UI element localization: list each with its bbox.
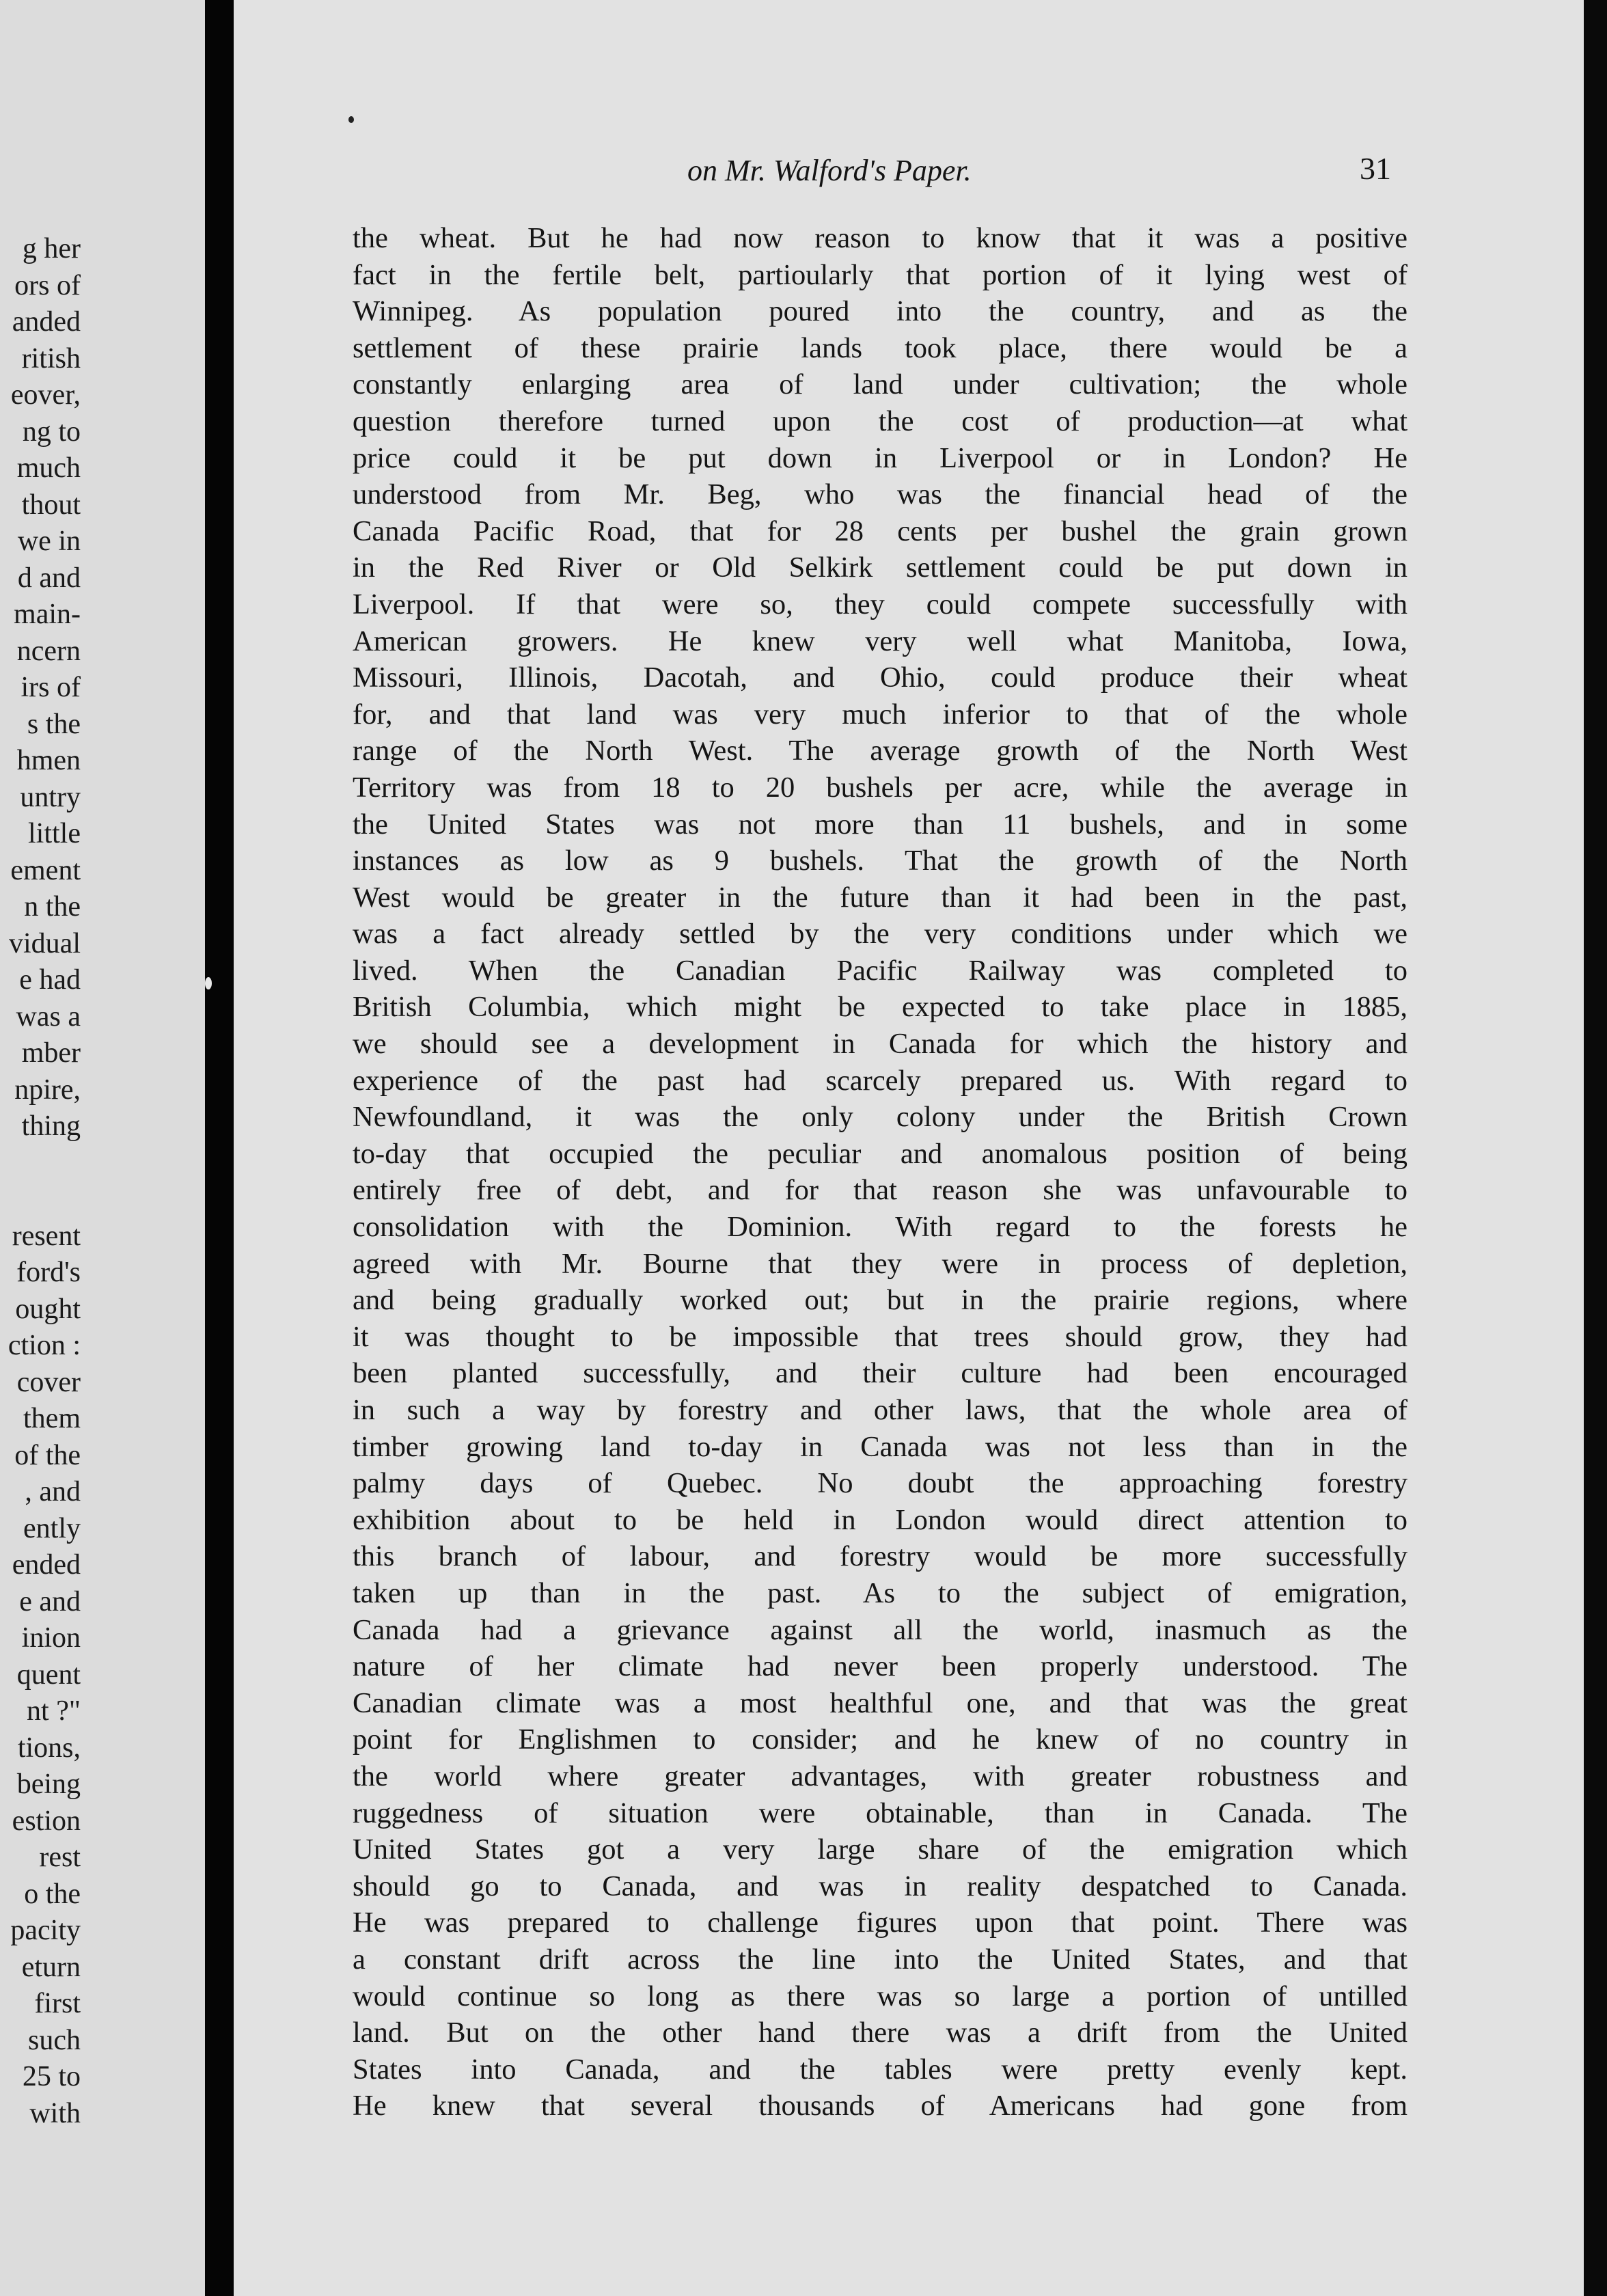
- left-page-fragment-line: d and: [17, 562, 81, 594]
- left-page-fragment-line: 25 to: [22, 2061, 81, 2092]
- body-text-line: in such a way by forestry and other laws, that the whole area of: [353, 1394, 1407, 1426]
- left-page-fragment-line: s the: [27, 708, 81, 740]
- body-text-line: Winnipeg. As population poured into the country, and as the: [353, 295, 1407, 328]
- left-page-fragment-line: g her: [22, 233, 81, 264]
- left-page-fragment-line: resent: [12, 1220, 81, 1252]
- left-page-fragment-line: was a: [16, 1000, 81, 1033]
- body-text-line: we should see a development in Canada for which the history and: [353, 1028, 1407, 1061]
- body-text-line: been planted successfully, and their culture had been encouraged: [353, 1357, 1407, 1390]
- left-page-fragment-line: ently: [23, 1512, 81, 1544]
- body-text-line: nature of her climate had never been properly understood. The: [353, 1650, 1407, 1683]
- body-text-line: for, and that land was very much inferior to that of the whole: [353, 698, 1407, 730]
- left-page-fragment-line: quent: [16, 1658, 81, 1691]
- body-text-line: and being gradually worked out; but in the prairie regions, where: [353, 1284, 1407, 1317]
- left-page-fragment-line: ction :: [8, 1330, 81, 1361]
- left-page-fragment-line: thout: [21, 489, 81, 521]
- body-text-line: Canada had a grievance against all the world, inasmuch as the: [353, 1613, 1407, 1646]
- left-page-fragment-line: ement: [10, 854, 81, 886]
- body-text-line: Missouri, Illinois, Dacotah, and Ohio, could produce their wheat: [353, 661, 1407, 694]
- body-text-line: to-day that occupied the peculiar and anomalous position of being: [353, 1137, 1407, 1170]
- left-page-fragment-line: ncern: [16, 635, 81, 667]
- page-number: 31: [1360, 151, 1391, 186]
- body-text-line: settlement of these prairie lands took place, there would be a: [353, 331, 1407, 364]
- body-text-line: constantly enlarging area of land under cultivation; the whole: [353, 368, 1407, 401]
- body-text-line: States into Canada, and the tables were pretty evenly kept.: [353, 2053, 1407, 2086]
- left-page-fragment-line: npire,: [14, 1074, 81, 1106]
- body-text-line: taken up than in the past. As to the subject of emigration,: [353, 1576, 1407, 1609]
- left-page-fragment-line: mber: [21, 1037, 81, 1069]
- body-text-line: land. But on the other hand there was a drift from the United: [353, 2017, 1407, 2049]
- body-text-line: this branch of labour, and forestry would be more successfully: [353, 1540, 1407, 1573]
- left-page-fragment-line: much: [16, 452, 81, 484]
- body-text-line: price could it be put down in Liverpool or in London? He: [353, 441, 1407, 474]
- body-text-line: agreed with Mr. Bourne that they were in process of depletion,: [353, 1247, 1407, 1280]
- body-text-line: consolidation with the Dominion. With regard to the forests he: [353, 1211, 1407, 1244]
- body-text-line: palmy days of Quebec. No doubt the approaching forestry: [353, 1467, 1407, 1500]
- left-page-fragment-line: o the: [24, 1878, 81, 1910]
- left-page-fragment-line: of the: [14, 1439, 81, 1471]
- left-page-fragment-line: main-: [14, 599, 81, 630]
- left-page-fragment-line: being: [16, 1768, 81, 1800]
- scan-speck: [348, 116, 354, 123]
- left-page-fragment-line: , and: [25, 1476, 81, 1507]
- left-page-fragment-line: untry: [20, 781, 81, 813]
- left-page-fragment-line: ors of: [14, 269, 81, 301]
- left-page-fragment-line: nt ?": [27, 1695, 81, 1727]
- body-text-line: West would be greater in the future than it had been in the past,: [353, 881, 1407, 914]
- left-page-fragment-line: anded: [12, 306, 81, 338]
- left-page-edge: [0, 0, 205, 2296]
- left-page-fragment-line: vidual: [9, 927, 81, 959]
- left-page-fragment-line: ng to: [22, 415, 81, 448]
- left-page-fragment-line: ought: [15, 1293, 81, 1325]
- left-page-fragment-line: inion: [21, 1622, 81, 1654]
- body-text-line: a constant drift across the line into the United States, and that: [353, 1943, 1407, 1976]
- body-text-line: timber growing land to-day in Canada was not less than in the: [353, 1430, 1407, 1463]
- body-text-line: range of the North West. The average growth of the North West: [353, 735, 1407, 767]
- left-page-fragment-line: [0, 1145, 81, 1182]
- body-text-line: United States got a very large share of the emigration which: [353, 1833, 1407, 1866]
- left-page-fragment-line: tions,: [17, 1732, 81, 1764]
- body-text-line: understood from Mr. Beg, who was the financial head of the: [353, 478, 1407, 511]
- book-gutter: [205, 0, 234, 2296]
- left-page-fragment-line: n the: [24, 891, 81, 922]
- body-text-line: was a fact already settled by the very conditions under which we: [353, 918, 1407, 951]
- body-text-line: Newfoundland, it was the only colony under the British Crown: [353, 1101, 1407, 1134]
- body-text-line: should go to Canada, and was in reality despatched to Canada.: [353, 1870, 1407, 1902]
- left-page-fragment-line: pacity: [10, 1915, 81, 1946]
- running-head: on Mr. Walford's Paper.: [687, 154, 972, 187]
- body-text-line: the world where greater advantages, with greater robustness and: [353, 1760, 1407, 1792]
- body-text-line: Liverpool. If that were so, they could compete successfully with: [353, 588, 1407, 620]
- body-text-line: exhibition about to be held in London would direct attention to: [353, 1503, 1407, 1536]
- body-text-line: question therefore turned upon the cost of production—at what: [353, 405, 1407, 437]
- body-text-line: point for Englishmen to consider; and he knew of no country in: [353, 1723, 1407, 1756]
- body-text-line: it was thought to be impossible that trees should grow, they had: [353, 1320, 1407, 1353]
- left-page-fragment-line: rest: [39, 1842, 81, 1873]
- body-text-line: lived. When the Canadian Pacific Railway was completed to: [353, 954, 1407, 987]
- left-page-fragment-line: first: [34, 1988, 81, 2019]
- left-page-fragment-line: e had: [19, 964, 81, 996]
- body-text-line: the United States was not more than 11 bushels, and in some: [353, 808, 1407, 840]
- left-page-fragment-line: little: [28, 818, 81, 849]
- body-text-line: He knew that several thousands of Americans had gone from: [353, 2090, 1407, 2122]
- left-page-text-fragments: [0, 231, 81, 2132]
- left-page-fragment-line: eturn: [21, 1951, 81, 1983]
- left-page-fragment-line: them: [23, 1403, 81, 1434]
- left-page-fragment-line: ford's: [16, 1257, 81, 1288]
- body-text-line: entirely free of debt, and for that reason she was unfavourable to: [353, 1174, 1407, 1207]
- left-page-fragment-line: eover,: [10, 379, 81, 411]
- left-page-fragment-line: estion: [12, 1805, 81, 1837]
- left-page-fragment-line: thing: [21, 1110, 81, 1142]
- body-text-line: Territory was from 18 to 20 bushels per acre, while the average in: [353, 771, 1407, 804]
- body-text-line: experience of the past had scarcely prepared us. With regard to: [353, 1064, 1407, 1097]
- left-page-fragment-line: irs of: [20, 672, 81, 703]
- body-text-line: Canadian climate was a most healthful one, and that was the great: [353, 1686, 1407, 1719]
- body-text-line: the wheat. But he had now reason to know that it was a positive: [353, 222, 1407, 254]
- left-page-fragment-line: such: [28, 2024, 81, 2056]
- left-page-fragment-line: hmen: [16, 745, 81, 776]
- body-text-line: would continue so long as there was so large a portion of untilled: [353, 1980, 1407, 2012]
- body-text-line: He was prepared to challenge figures upon that point. There was: [353, 1906, 1407, 1939]
- left-page-fragment-line: [0, 1181, 81, 1218]
- body-text-block: [353, 220, 1407, 2124]
- left-page-fragment-line: ritish: [21, 342, 81, 374]
- scan-speck: [205, 977, 212, 989]
- left-page-fragment-line: with: [29, 2097, 81, 2129]
- body-text-line: American growers. He knew very well what Manitoba, Iowa,: [353, 625, 1407, 657]
- scan-border-right: [1584, 0, 1607, 2296]
- body-text-line: fact in the fertile belt, partioularly that portion of it lying west of: [353, 258, 1407, 291]
- body-text-line: in the Red River or Old Selkirk settlement could be put down in: [353, 551, 1407, 584]
- left-page-fragment-line: we in: [17, 525, 81, 557]
- body-text-line: Canada Pacific Road, that for 28 cents per bushel the grain grown: [353, 515, 1407, 547]
- body-text-line: instances as low as 9 bushels. That the growth of the North: [353, 845, 1407, 877]
- left-page-fragment-line: cover: [16, 1366, 81, 1398]
- left-page-fragment-line: e and: [19, 1585, 81, 1617]
- body-text-line: ruggedness of situation were obtainable, than in Canada. The: [353, 1796, 1407, 1829]
- body-text-line: British Columbia, which might be expected to take place in 1885,: [353, 991, 1407, 1024]
- left-page-fragment-line: ended: [12, 1549, 81, 1581]
